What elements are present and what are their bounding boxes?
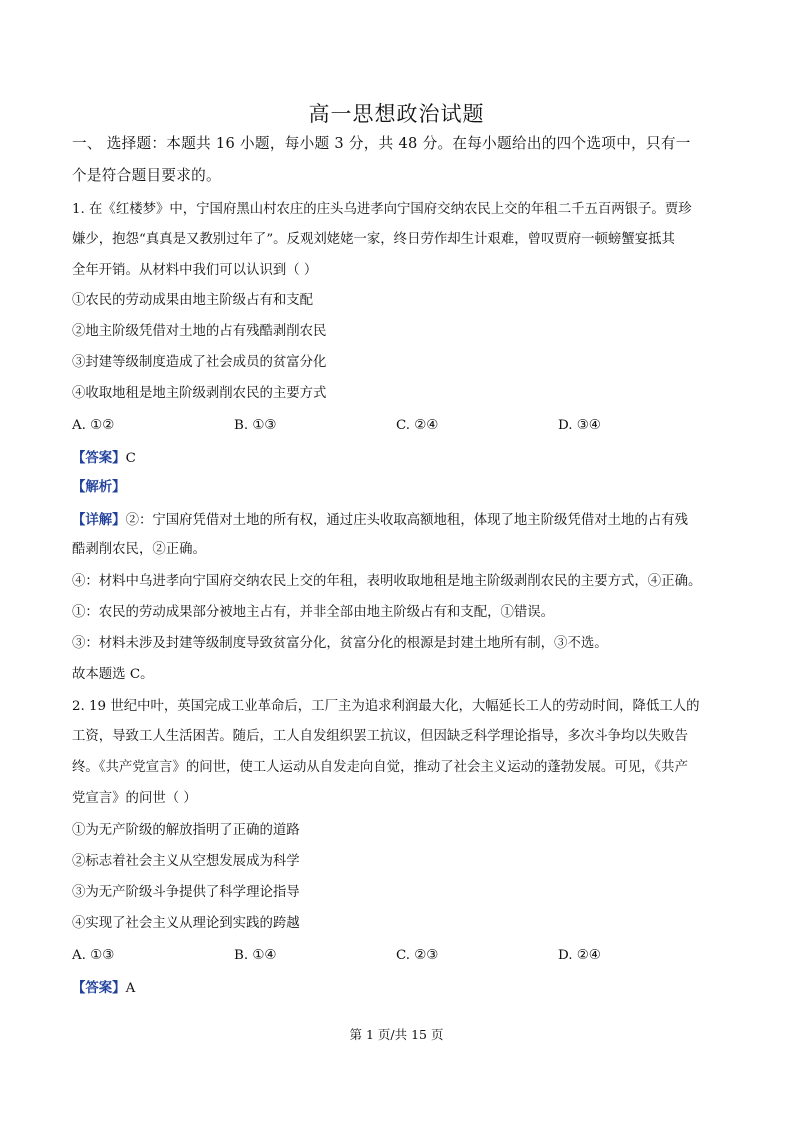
q1-stem-line-3: 全年开销。从材料中我们可以认识到（ ）	[72, 263, 318, 278]
q2-option-d: D. ②④	[558, 948, 601, 963]
q2-item-1: ①为无产阶级的解放指明了正确的道路	[72, 823, 300, 838]
q1-detail-line-4: ①：农民的劳动成果部分被地主占有，并非全部由地主阶级占有和支配，①错误。	[72, 605, 555, 620]
section-instruction-line-1: 一、 选择题：本题共 16 小题，每小题 3 分，共 48 分。在每小题给出的四个选项中，只有一	[72, 135, 691, 152]
q1-item-3: ③封建等级制度造成了社会成员的贫富分化	[72, 355, 327, 370]
q1-answer-value: C	[125, 451, 136, 466]
q2-answer-tag: 【答案】	[72, 980, 126, 996]
q2-option-b: B. ①④	[234, 948, 277, 963]
q1-option-c: C. ②④	[396, 418, 439, 433]
q2-stem-line-3: 终。《共产党宣言》的问世，使工人运动从自发走向自觉，推动了社会主义运动的蓬勃发展。可见，《共产	[72, 760, 688, 775]
q1-stem-line-1: 1. 在《红楼梦》中，宁国府黑山村农庄的庄头乌进孝向宁国府交纳农民上交的年租二千五百两银子。贾珍	[72, 202, 692, 217]
q2-item-3: ③为无产阶级斗争提供了科学理论指导	[72, 885, 300, 900]
q1-option-b: B. ①③	[234, 418, 277, 433]
page-title: 高一思想政治试题	[308, 102, 485, 126]
page-footer: 第 1 页/共 15 页	[349, 1027, 444, 1042]
q1-analysis-line	[72, 477, 728, 498]
q1-answer-tag: 【答案】	[72, 450, 126, 466]
q1-detail-line-2: 酷剥削农民，②正确。	[72, 542, 206, 557]
q2-answer-line	[72, 978, 728, 999]
q1-detail-line-5: ③：材料未涉及封建等级制度导致贫富分化，贫富分化的根源是封建土地所有制，③不选。	[72, 636, 608, 651]
q2-item-4: ④实现了社会主义从理论到实践的跨越	[72, 916, 300, 931]
q2-stem-line-4: 党宣言》的问世（ ）	[72, 791, 197, 806]
q2-stem-line-2: 工资，导致工人生活困苦。随后，工人自发组织罢工抗议，但因缺乏科学理论指导，多次斗争均以失败告	[72, 729, 688, 744]
q1-option-d: D. ③④	[558, 418, 601, 433]
q2-option-c: C. ②③	[396, 948, 439, 963]
q1-detail-line-3: ④：材料中乌进孝向宁国府交纳农民上交的年租，表明收取地租是地主阶级剥削农民的主要方式，④正确。	[72, 574, 702, 589]
q1-detail-tag: 【详解】	[72, 512, 126, 528]
q1-answer-line	[72, 448, 728, 469]
q2-item-2: ②标志着社会主义从空想发展成为科学	[72, 854, 300, 869]
q1-detail-line-1	[72, 510, 728, 531]
q1-item-1: ①农民的劳动成果由地主阶级占有和支配	[72, 293, 314, 308]
q1-option-a: A. ①②	[72, 418, 115, 433]
q1-detail-line-6: 故本题选 C。	[72, 667, 154, 682]
q1-item-2: ②地主阶级凭借对土地的占有残酷剥削农民	[72, 324, 327, 339]
q2-option-a: A. ①③	[72, 948, 115, 963]
q2-answer-value: A	[125, 981, 136, 996]
section-instruction-line-2: 个是符合题目要求的。	[72, 167, 221, 184]
q1-stem-line-2: 嫌少，抱怨“真真是又教别过年了”。反观刘姥姥一家，终日劳作却生计艰难，曾叹贾府一顿螃蟹宴抵其	[72, 232, 675, 247]
q1-analysis-tag: 【解析】	[72, 479, 126, 495]
q1-item-4: ④收取地租是地主阶级剥削农民的主要方式	[72, 386, 327, 401]
q1-detail-text-1: ②：宁国府凭借对土地的所有权，通过庄头收取高额地租，体现了地主阶级凭借对土地的占有残	[125, 513, 688, 528]
q2-stem-line-1: 2. 19 世纪中叶，英国完成工业革命后，工厂主为追求利润最大化，大幅延长工人的劳动时间，降低工人的	[72, 699, 700, 714]
